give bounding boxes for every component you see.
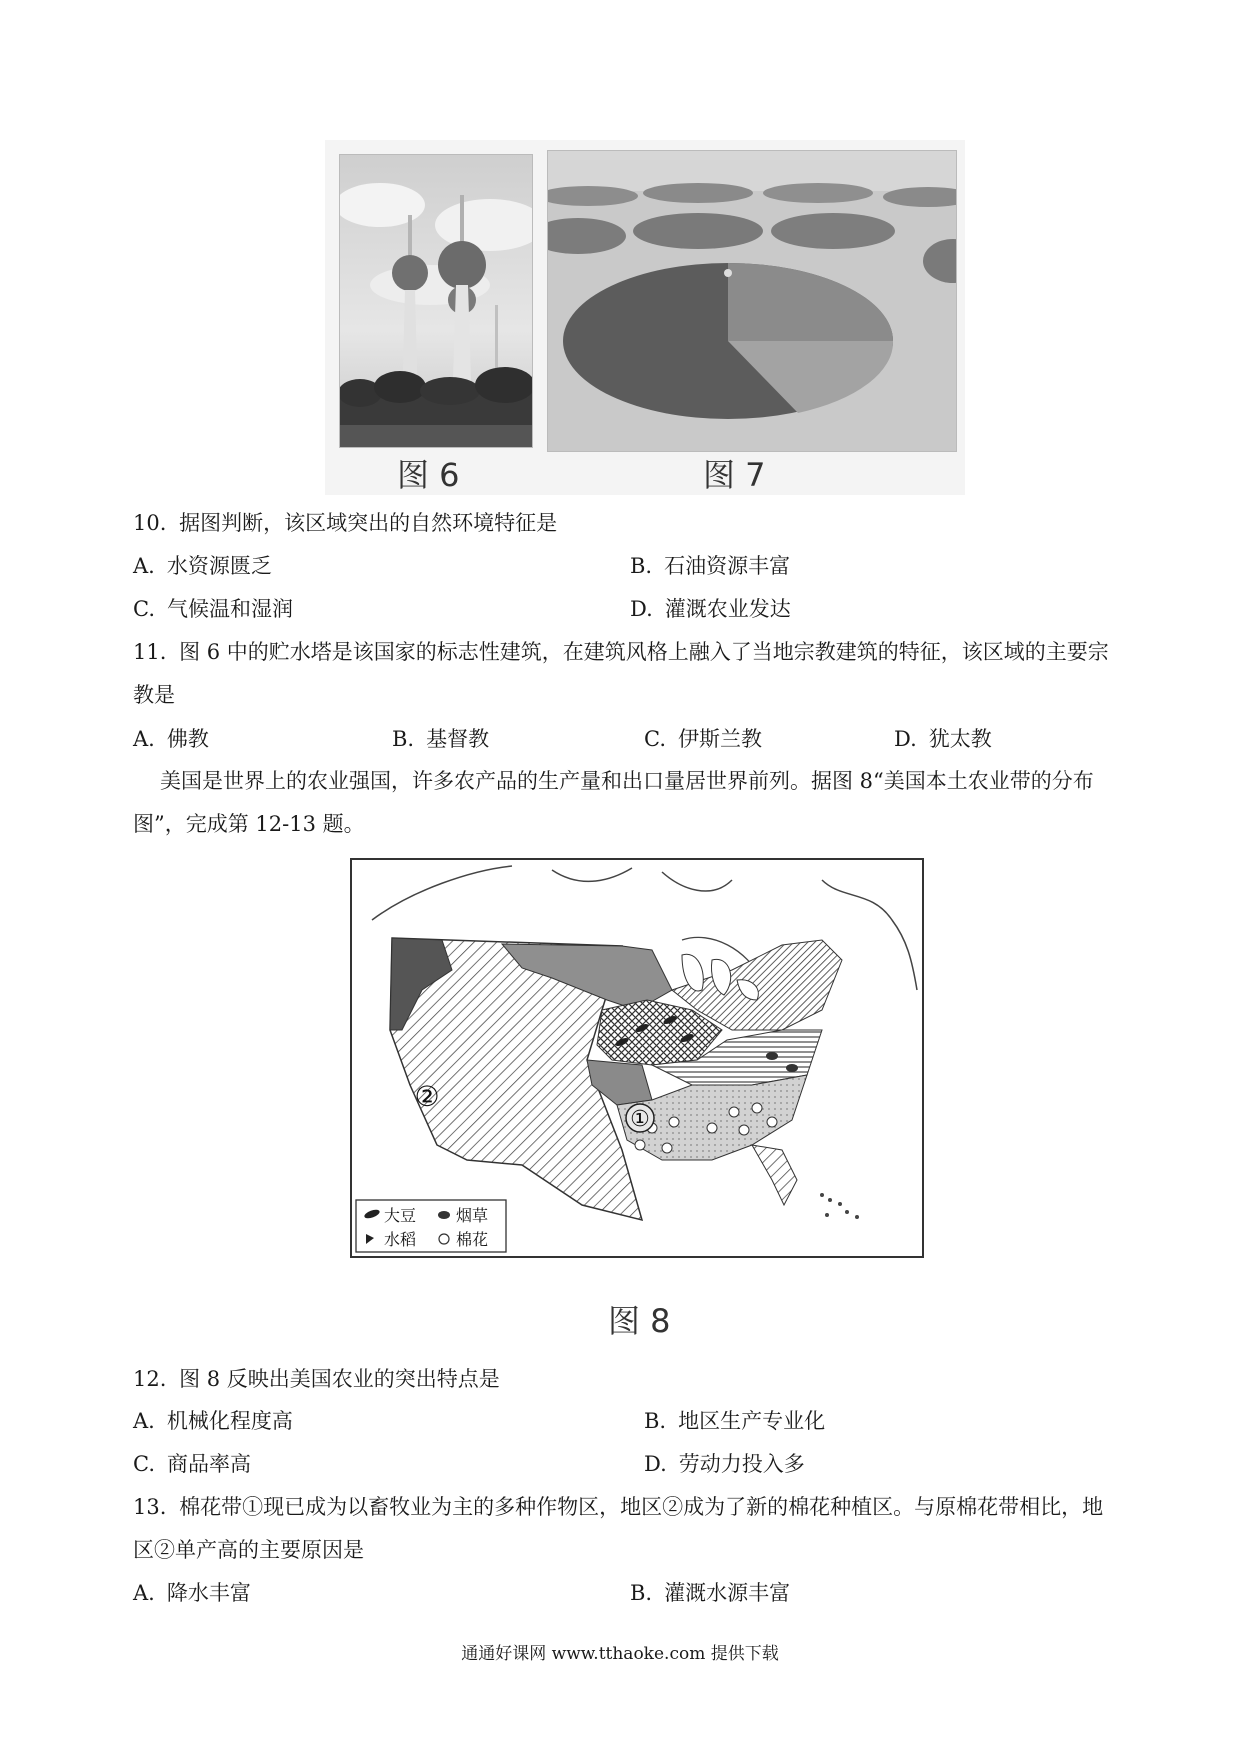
q11-option-b: B. 基督教 [392, 727, 490, 751]
question-11-stem-cont: 教是 [133, 683, 175, 707]
legend-soybean: 大豆 [384, 1206, 417, 1225]
legend-cotton: 棉花 [456, 1230, 489, 1249]
figure-7-caption: 图 7 [703, 456, 766, 494]
q13-option-b: B. 灌溉水源丰富 [630, 1581, 791, 1605]
question-text: 图 8 反映出美国农业的突出特点是 [179, 1367, 500, 1391]
legend-rice: 水稻 [384, 1230, 417, 1249]
page-footer: 通通好课网 www.tthaoke.com 提供下载 [461, 1644, 779, 1664]
q10-option-a: A. 水资源匮乏 [133, 554, 272, 578]
question-number: 13. [133, 1495, 167, 1519]
region-marker-1-label: ① [630, 1107, 650, 1132]
legend-tobacco: 烟草 [456, 1206, 489, 1225]
question-text: 据图判断，该区域突出的自然环境特征是 [179, 511, 558, 535]
question-text: 棉花带①现已成为以畜牧业为主的多种作物区，地区②成为了新的棉花种植区。与原棉花带相比，地 [179, 1495, 1104, 1519]
q12-option-b: B. 地区生产专业化 [644, 1409, 826, 1433]
figure-6-caption: 图 6 [397, 456, 460, 494]
intro-line-2: 图”，完成第 12-13 题。 [133, 812, 365, 836]
question-13-stem-cont: 区②单产高的主要原因是 [133, 1538, 364, 1562]
figure-6-7-block [325, 140, 965, 495]
region-marker-2-label: ② [414, 1080, 440, 1113]
q11-option-c: C. 伊斯兰教 [644, 727, 762, 751]
question-10-stem [133, 508, 557, 538]
center-pivot-irrigation-image [548, 151, 956, 451]
question-number: 11. [133, 640, 167, 664]
question-number: 12. [133, 1367, 167, 1391]
q13-option-a: A. 降水丰富 [133, 1581, 251, 1605]
us-agriculture-belt-map [352, 860, 922, 1256]
q11-option-d: D. 犹太教 [894, 727, 992, 751]
figure-8-map [350, 858, 924, 1258]
figure-6-photo [339, 154, 533, 448]
q10-option-c: C. 气候温和湿润 [133, 597, 293, 621]
water-towers-image [340, 155, 532, 447]
florida-region [752, 1145, 797, 1205]
question-13-stem [133, 1492, 1103, 1522]
question-text: 图 6 中的贮水塔是该国家的标志性建筑，在建筑风格上融入了当地宗教建筑的特征，该区域的主要宗 [179, 640, 1109, 664]
q12-option-a: A. 机械化程度高 [133, 1409, 293, 1433]
intro-line-1: 美国是世界上的农业强国，许多农产品的生产量和出口量居世界前列。据图 8“美国本土农业带的分布 [160, 769, 1094, 793]
q12-option-c: C. 商品率高 [133, 1452, 251, 1476]
map-legend [356, 1200, 506, 1252]
figure-8-caption: 图 8 [608, 1302, 671, 1340]
question-11-stem [133, 637, 1109, 667]
q12-option-d: D. 劳动力投入多 [644, 1452, 805, 1476]
question-12-stem [133, 1364, 500, 1394]
q10-option-d: D. 灌溉农业发达 [630, 597, 791, 621]
q10-option-b: B. 石油资源丰富 [630, 554, 791, 578]
q11-option-a: A. 佛教 [133, 727, 209, 751]
question-number: 10. [133, 511, 167, 535]
figure-7-photo [547, 150, 957, 452]
